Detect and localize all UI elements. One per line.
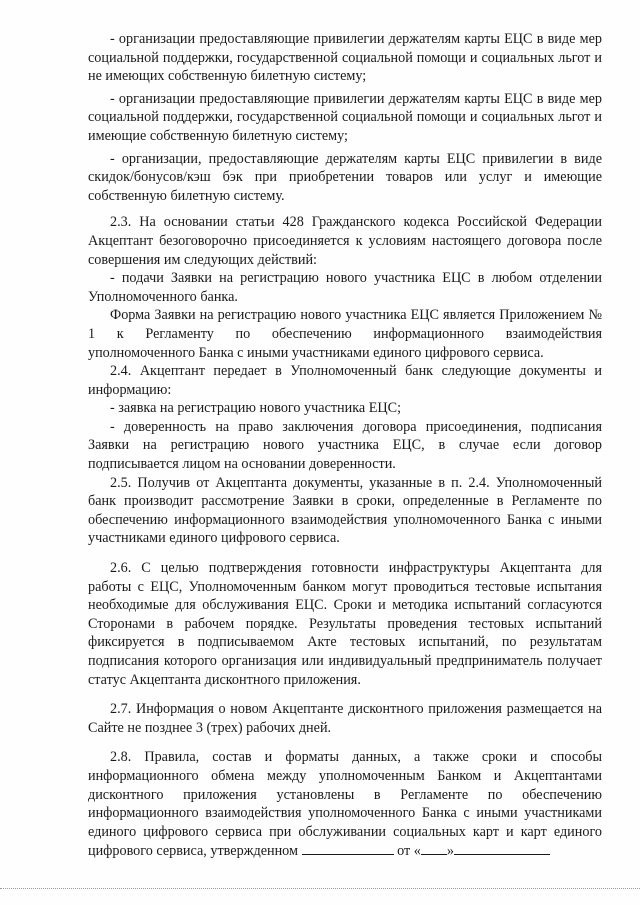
list-item-privileges-with-ticketing: - организации предоставляющие привилегии держателям карты ЕЦС в виде мер социальной поддержки, государственной социальной помощи и социальных льгот и имеющие собственную билетную систему; [88, 90, 602, 144]
clause-2-5: 2.5. Получив от Акцептанта документы, указанные в п. 2.4. Уполномоченный банк производит рассмотрение Заявки в сроки, определенные в Регламенте по обеспечению информационного взаимодействия уполномоченного Банка с иными участниками единого цифрового сервиса. [88, 474, 602, 547]
page-bottom-dotted-line [0, 888, 640, 889]
clause-2-8 [88, 748, 602, 861]
date-open-quote: « [413, 843, 421, 860]
clause-2-4: 2.4. Акцептант передает в Уполномоченный банк следующие документы и информацию: [88, 363, 602, 398]
list-item-submit-application: - подачи Заявки на регистрацию нового участника ЕЦС в любом отделении Уполномоченного банка. [88, 270, 602, 305]
list-item-registration-application: - заявка на регистрацию нового участника ЕЦС; [110, 400, 402, 417]
list-item-discounts-bonuses: - организации, предоставляющие держателям карты ЕЦС привилегии в виде скидок/бонусов/кэш бэк при приобретении товаров или услуг и имеющие собственную билетную систему. [88, 150, 602, 204]
list-item-power-of-attorney: - доверенность на право заключения договора присоединения, подписания Заявки на регистрацию нового участника ЕЦС, в случае если договор подписывается лицом на основании доверенности. [88, 418, 602, 473]
date-day-blank [421, 841, 447, 855]
clause-2-8-text: 2.8. Правила, состав и форматы данных, а также сроки и способы информационного обмена между уполномоченным Банком и Акцептантами дисконтного приложения установлены в Регламенте по обеспечению информационного взаимодействия уполномоченного Банка с иными участниками единого цифрового сервиса при обслуживании социальных карт и карт единого цифрового сервиса, утвержденном [88, 749, 602, 860]
approval-number-blank [302, 841, 394, 855]
list-item-privileges-no-ticketing: - организации предоставляющие привилегии держателям карты ЕЦС в виде мер социальной поддержки, государственной социальной помощи и социальных льгот и не имеющих собственную билетную систему; [88, 31, 602, 85]
date-from-word: от [397, 843, 411, 860]
clause-2-3: 2.3. На основании статьи 428 Гражданского кодекса Российской Федерации Акцептант безоговорочно присоединяется к условиям настоящего договора после совершения им следующих действий: [88, 214, 602, 268]
date-month-blank [454, 841, 550, 855]
date-close-quote: » [446, 843, 454, 860]
clause-2-7: 2.7. Информация о новом Акцептанте дисконтного приложения размещается на Сайте не позднее 3 (трех) рабочих дней. [88, 701, 602, 736]
document-body [88, 30, 602, 861]
clause-2-6: 2.6. С целью подтверждения готовности инфраструктуры Акцептанта для работы с ЕЦС, Уполномоченным банком могут проводиться тестовые испытания необходимые для обслуживания ЕЦС. Сроки и методика испытаний согласуются Сторонами в рабочем порядке. Результаты проведения тестовых испытаний фиксируется в подписываемом Акте тестовых испытаний, по результатам подписания которого организация или индивидуальный предприниматель получает статус Акцептанта дисконтного приложения. [88, 560, 602, 688]
clause-application-form: Форма Заявки на регистрацию нового участника ЕЦС является Приложением № 1 к Регламенту по обеспечению информационного взаимодействия уполномоченного Банка с иными участниками единого цифрового сервиса. [88, 307, 602, 361]
